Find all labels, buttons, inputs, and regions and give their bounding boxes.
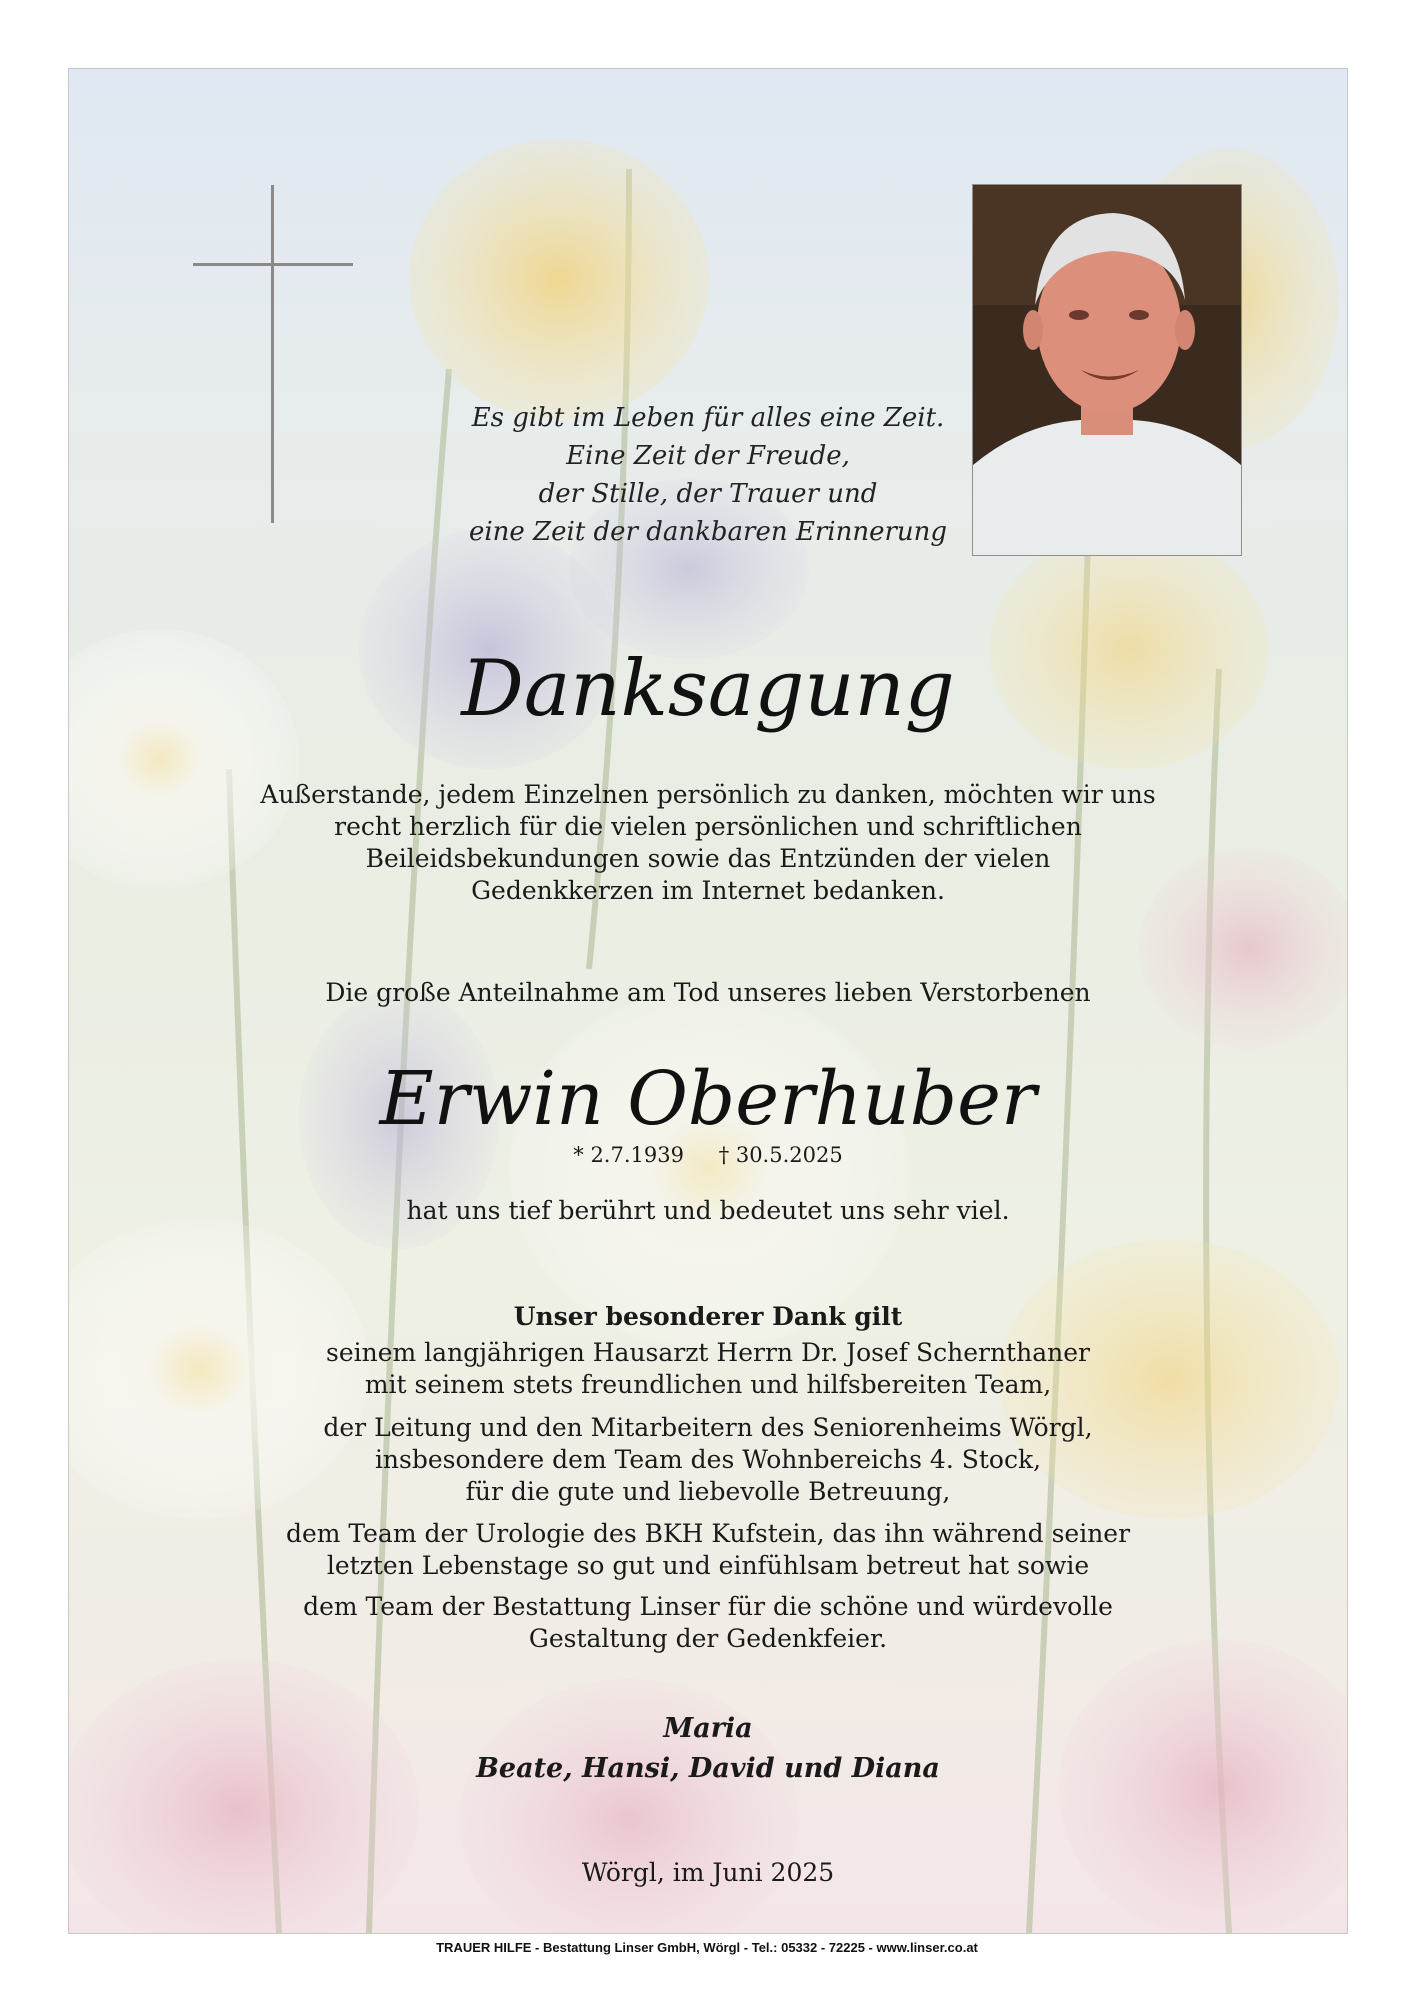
thanks-block	[69, 1591, 1347, 1655]
signature-line: Maria	[663, 1713, 753, 1744]
thanks-line: Gestaltung der Gedenkfeier.	[528, 1624, 888, 1653]
signatures	[69, 1709, 1347, 1789]
thanks-line: mit seinem stets freundlichen und hilfsbereiten Team,	[364, 1370, 1052, 1399]
intro-line: Beileidsbekundungen sowie das Entzünden der vielen	[365, 844, 1051, 873]
thanks-block	[69, 1518, 1347, 1582]
obituary-card	[68, 68, 1348, 1934]
intro-line: Gedenkkerzen im Internet bedanken.	[471, 876, 945, 905]
thanks-line: für die gute und liebevolle Betreuung,	[465, 1477, 951, 1506]
deceased-name: Erwin Oberhuber	[379, 1056, 1037, 1142]
death-date: † 30.5.2025	[718, 1143, 843, 1167]
thanks-line: insbesondere dem Team des Wohnbereichs 4. Stock,	[374, 1445, 1042, 1474]
thanks-line: der Leitung und den Mitarbeitern des Seniorenheims Wörgl,	[323, 1413, 1093, 1442]
thanks-block	[69, 1337, 1347, 1401]
footer: TRAUER HILFE - Bestattung Linser GmbH, Wörgl - Tel.: 05332 - 72225 - www.linser.co.at	[436, 1940, 978, 1955]
life-dates	[69, 1141, 1347, 1169]
intro-line: Außerstande, jedem Einzelnen persönlich zu danken, möchten wir uns	[260, 780, 1156, 809]
verse-line: eine Zeit der dankbaren Erinnerung	[468, 517, 948, 547]
after-name-text: hat uns tief berührt und bedeutet uns sehr viel.	[406, 1196, 1010, 1225]
place-date: Wörgl, im Juni 2025	[581, 1858, 835, 1887]
thanks-line: dem Team der Urologie des BKH Kufstein, das ihn während seiner	[285, 1519, 1131, 1548]
intro-line: recht herzlich für die vielen persönlichen und schriftlichen	[334, 812, 1082, 841]
verse-line: Es gibt im Leben für alles eine Zeit.	[471, 403, 945, 433]
signature-line: Beate, Hansi, David und Diana	[476, 1753, 940, 1784]
birth-date: * 2.7.1939	[573, 1143, 684, 1167]
lead-in-text: Die große Anteilnahme am Tod unseres lieben Verstorbenen	[325, 978, 1091, 1007]
thanks-block	[69, 1412, 1347, 1508]
verse	[69, 399, 1347, 551]
verse-line: der Stille, der Trauer und	[538, 479, 878, 509]
intro-paragraph	[69, 779, 1347, 907]
thanks-line: seinem langjährigen Hausarzt Herrn Dr. Josef Schernthaner	[326, 1338, 1090, 1367]
thanks-line: letzten Lebenstage so gut und einfühlsam betreut hat sowie	[326, 1551, 1090, 1580]
page-title: Danksagung	[461, 644, 955, 734]
verse-line: Eine Zeit der Freude,	[566, 441, 850, 471]
thanks-line: dem Team der Bestattung Linser für die schöne und würdevolle	[303, 1592, 1113, 1621]
thanks-heading: Unser besonderer Dank gilt	[513, 1302, 903, 1331]
